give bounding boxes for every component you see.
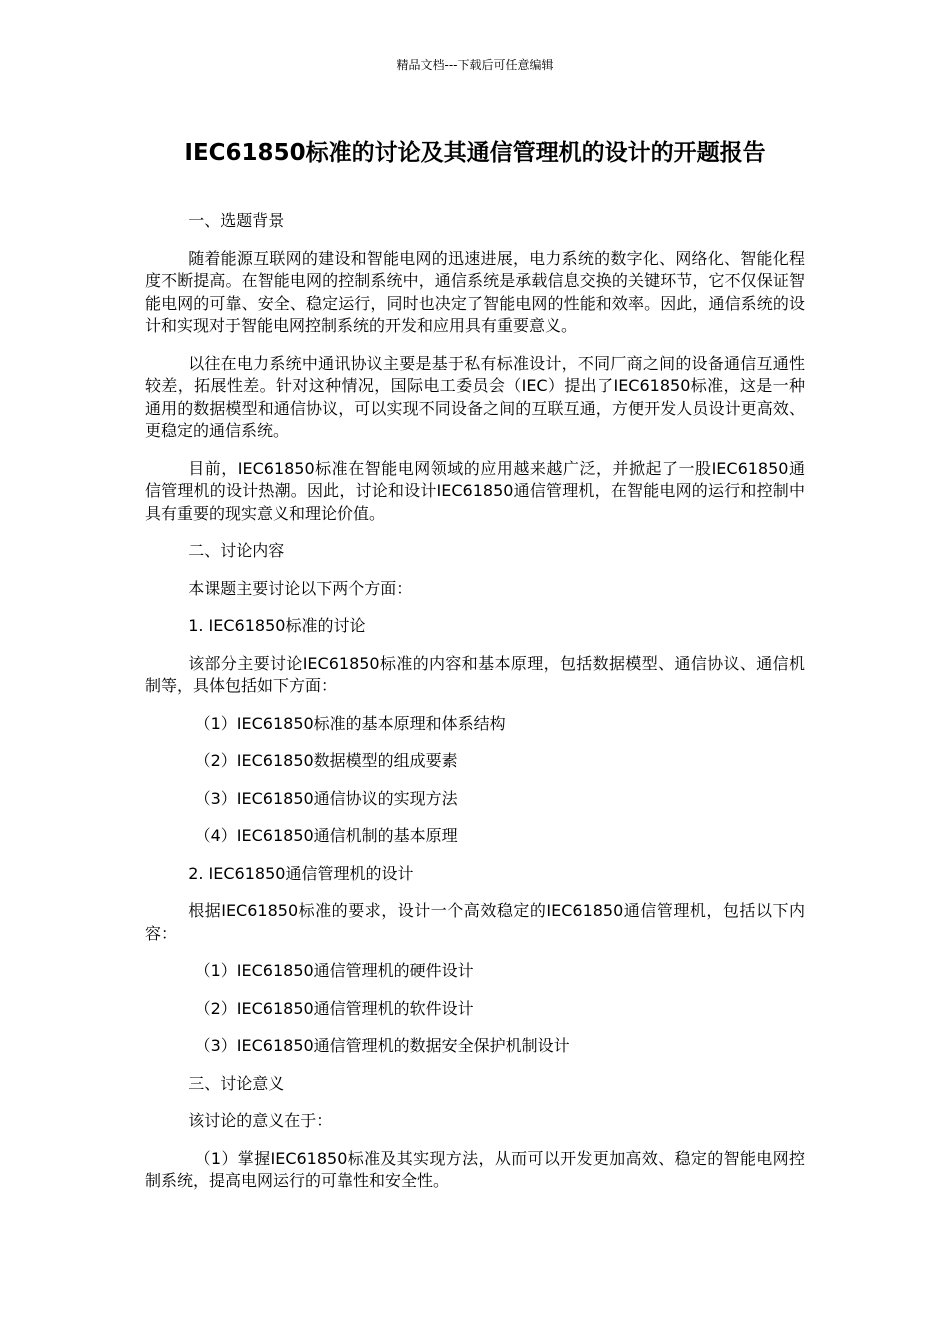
paragraph: 随着能源互联网的建设和智能电网的迅速进展，电力系统的数字化、网络化、智能化程度不断提高。在智能电网的控制系统中，通信系统是承载信息交换的关键环节，它不仅保证智能电网的可靠、安全、稳定运行，同时也决定了智能电网的性能和效率。因此，通信系统的设计和实现对于智能电网控制系统的开发和应用具有重要意义。	[145, 248, 805, 335]
list-item: （3）IEC61850通信管理机的数据安全保护机制设计	[194, 1036, 570, 1055]
section-heading-background: 一、选题背景	[188, 211, 285, 230]
header-note: 精品文档---下载后可任意编辑	[396, 58, 554, 72]
paragraph: 目前，IEC61850标准在智能电网领域的应用越来越广泛，并掀起了一股IEC61850通信管理机的设计热潮。因此，讨论和设计IEC61850通信管理机，在智能电网的运行和控制中具有重要的现实意义和理论价值。	[145, 458, 805, 523]
paragraph: 该讨论的意义在于：	[188, 1111, 333, 1130]
list-item: （1）IEC61850通信管理机的硬件设计	[194, 961, 474, 980]
section-heading-significance: 三、讨论意义	[188, 1073, 285, 1093]
subsection-heading: 1. IEC61850标准的讨论	[188, 616, 366, 635]
document-body	[145, 210, 805, 1208]
list-item: （1）IEC61850标准的基本原理和体系结构	[194, 713, 506, 733]
paragraph: 根据IEC61850标准的要求，设计一个高效稳定的IEC61850通信管理机，包括以下内容：	[145, 901, 805, 943]
list-item: （3）IEC61850通信协议的实现方法	[194, 788, 458, 808]
document-title: IEC61850标准的讨论及其通信管理机的设计的开题报告	[184, 140, 766, 166]
list-item: （2）IEC61850数据模型的组成要素	[194, 751, 458, 770]
list-item: （4）IEC61850通信机制的基本原理	[194, 826, 458, 845]
list-item: （2）IEC61850通信管理机的软件设计	[194, 998, 474, 1018]
section-heading-content: 二、讨论内容	[188, 541, 285, 560]
paragraph: 本课题主要讨论以下两个方面：	[188, 578, 413, 598]
paragraph: 以往在电力系统中通讯协议主要是基于私有标准设计，不同厂商之间的设备通信互通性较差，拓展性差。针对这种情况，国际电工委员会（IEC）提出了IEC61850标准，这是一种通用的数据模型和通信协议，可以实现不同设备之间的互联互通，方便开发人员设计更高效、更稳定的通信系统。	[145, 353, 805, 440]
subsection-heading: 2. IEC61850通信管理机的设计	[188, 863, 414, 883]
list-item: （1）掌握IEC61850标准及其实现方法，从而可以开发更加高效、稳定的智能电网控制系统，提高电网运行的可靠性和安全性。	[145, 1148, 805, 1190]
paragraph: 该部分主要讨论IEC61850标准的内容和基本原理，包括数据模型、通信协议、通信机制等，具体包括如下方面：	[145, 653, 805, 695]
